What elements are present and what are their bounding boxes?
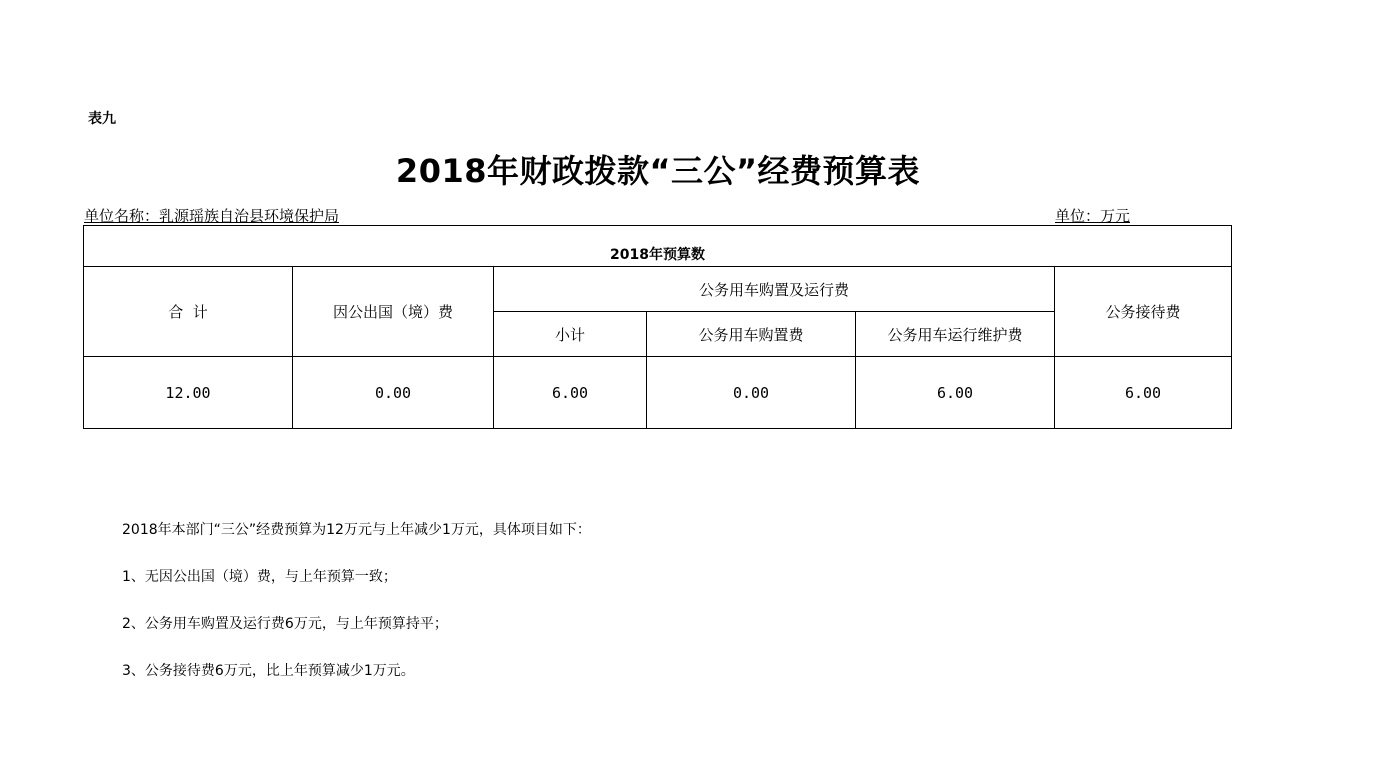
note-item-2: 2、公务用车购置及运行费6万元，与上年预算持平；	[122, 616, 448, 632]
value-reception: 6.00	[1055, 357, 1232, 429]
table-header-row	[84, 267, 1232, 312]
header-reception: 公务接待费	[1055, 267, 1232, 357]
page-title: 2018年财政拨款“三公”经费预算表	[395, 152, 921, 190]
year-header: 2018年预算数	[84, 226, 1232, 267]
value-total: 12.00	[84, 357, 293, 429]
header-subtotal: 小计	[494, 312, 647, 357]
header-total: 合 计	[84, 267, 293, 357]
unit-name: 单位名称：乳源瑶族自治县环境保护局	[84, 207, 340, 225]
notes	[122, 518, 591, 706]
sheet-label: 表九	[88, 111, 116, 127]
header-overseas: 因公出国（境）费	[293, 267, 494, 357]
header-vehicle-group: 公务用车购置及运行费	[494, 267, 1055, 312]
unit-measure: 单位：万元	[1055, 207, 1131, 225]
value-subtotal: 6.00	[494, 357, 647, 429]
header-vehicle-purchase: 公务用车购置费	[647, 312, 856, 357]
table-year-row	[84, 226, 1232, 267]
note-item-3: 3、公务接待费6万元，比上年预算减少1万元。	[122, 663, 415, 679]
value-vehicle-operation: 6.00	[856, 357, 1055, 429]
value-overseas: 0.00	[293, 357, 494, 429]
header-vehicle-operation: 公务用车运行维护费	[856, 312, 1055, 357]
budget-table	[83, 225, 1232, 429]
table-row	[84, 357, 1232, 429]
note-summary: 2018年本部门“三公”经费预算为12万元与上年减少1万元，具体项目如下：	[122, 522, 591, 538]
value-vehicle-purchase: 0.00	[647, 357, 856, 429]
note-item-1: 1、无因公出国（境）费，与上年预算一致；	[122, 569, 397, 585]
